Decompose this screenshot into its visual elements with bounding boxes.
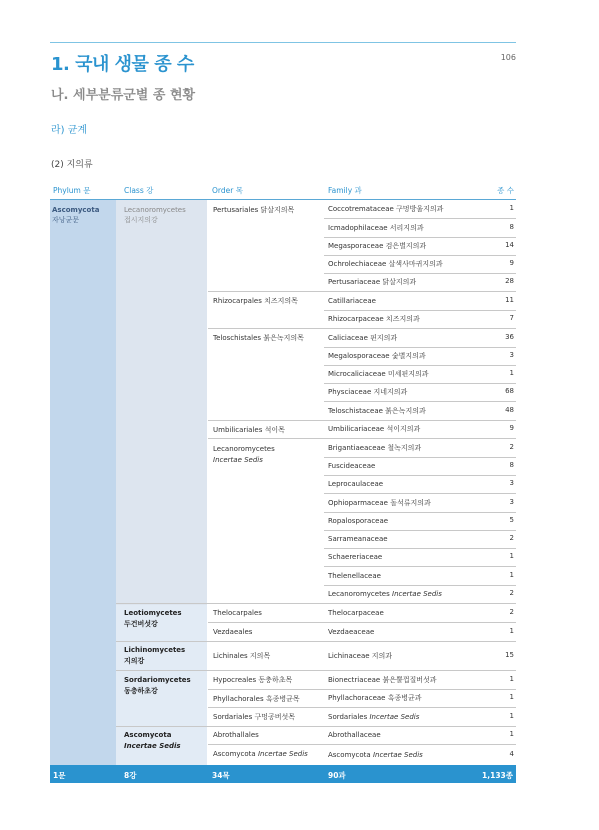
- species-count: 3: [509, 479, 514, 487]
- family-name-text: Thelocarpaceae: [328, 608, 384, 617]
- row-divider: [324, 401, 516, 402]
- species-count: 1: [509, 674, 514, 683]
- family-name: [328, 651, 392, 661]
- phylum-korean: 자낭균문: [52, 216, 80, 224]
- row-divider: [324, 273, 516, 274]
- phylum-column: [50, 200, 116, 765]
- family-name: [328, 223, 424, 233]
- row-divider: [324, 365, 516, 366]
- row-divider: [324, 237, 516, 238]
- family-name-text: Catillariaceae: [328, 296, 376, 305]
- class-name: Ascomycota: [124, 731, 172, 739]
- row-divider: [116, 603, 516, 604]
- class-korean: 동충하초강: [124, 687, 158, 695]
- family-name-italic: Incertae Sedis: [372, 750, 423, 759]
- species-count: 2: [509, 534, 514, 542]
- header-phylum: Phylum 문: [53, 186, 91, 195]
- species-count: 68: [505, 387, 514, 395]
- family-name-text: Megasporaceae 검은별지의과: [328, 242, 427, 250]
- species-count: 15: [505, 650, 514, 659]
- family-name: [328, 675, 437, 685]
- row-divider: [324, 347, 516, 348]
- row-divider: [324, 548, 516, 549]
- species-count: 1: [509, 369, 514, 377]
- family-name-text: Pertusariaceae 닭살지의과: [328, 278, 417, 286]
- species-count: 9: [509, 259, 514, 267]
- species-count: 5: [509, 516, 514, 524]
- family-name-text: Fuscideaceae: [328, 462, 376, 470]
- family-name-text: Sordariales: [328, 712, 368, 721]
- row-divider: [324, 383, 516, 384]
- family-name: [328, 498, 431, 508]
- class-column-lecanoromycetes: [116, 200, 207, 605]
- family-name: [328, 479, 383, 489]
- family-name: [328, 750, 423, 760]
- family-name: [328, 516, 388, 526]
- row-divider: [324, 255, 516, 256]
- row-divider: [116, 726, 516, 727]
- table-header: [50, 179, 516, 199]
- species-count: 2: [509, 442, 514, 451]
- section-heading: 라) 균계: [51, 125, 88, 136]
- row-divider: [208, 438, 516, 439]
- row-divider: [324, 493, 516, 494]
- family-name-italic: Incertae Sedis: [392, 590, 442, 598]
- family-name-text: Sarrameanaceae: [328, 535, 388, 543]
- class-name: Lichinomycetes: [124, 646, 186, 654]
- total-family: 90과: [328, 771, 346, 780]
- total-class: 8강: [124, 771, 137, 780]
- total-count: 1,133종: [482, 771, 513, 780]
- family-name: [328, 204, 443, 214]
- species-count: 11: [505, 295, 514, 304]
- family-name-text: Ropalosporaceae: [328, 517, 389, 525]
- family-name: [328, 627, 374, 637]
- family-name: [328, 608, 384, 618]
- family-name-text: Teloschistaceae 붉은녹지의과: [328, 406, 426, 415]
- class-korean: 두건버섯강: [124, 620, 158, 628]
- total-phylum: 1문: [53, 771, 66, 780]
- species-count: 1: [509, 204, 514, 212]
- order-label: Abrothallales: [213, 731, 259, 739]
- family-name-text: Bionectriaceae 붉은뿔껍질버섯과: [328, 675, 437, 684]
- family-name-text: Schaereriaceae: [328, 553, 383, 561]
- species-count: 1: [509, 693, 514, 701]
- row-divider: [116, 670, 516, 671]
- order-label: Thelocarpales: [213, 609, 262, 617]
- phylum-name: Ascomycota: [52, 206, 100, 214]
- family-name-text: Ophioparmaceae 돌석류지의과: [328, 498, 431, 507]
- order-label: Rhizocarpales 치즈지의목: [213, 297, 298, 305]
- family-name-text: Megalosporaceae 숯별지의과: [328, 352, 426, 360]
- species-count: 3: [509, 497, 514, 506]
- species-count: 1: [509, 552, 514, 560]
- family-name-text: Physciaceae 지네지의과: [328, 388, 408, 396]
- family-name: [328, 534, 388, 544]
- family-name-text: Microcaliciaceae 미세핀지의과: [328, 370, 429, 378]
- species-count: 2: [509, 589, 514, 597]
- order-label: Lichinales 지의목: [213, 652, 271, 660]
- family-name-text: Leprocaulaceae: [328, 480, 384, 488]
- header-family: Family 과: [328, 186, 362, 195]
- family-name-text: Icmadophilaceae 서리지의과: [328, 223, 424, 232]
- row-divider: [324, 457, 516, 458]
- order-label: Pertusariales 닭살지의목: [213, 206, 295, 214]
- row-divider: [324, 475, 516, 476]
- order-label: Umbilicariales 석이목: [213, 426, 285, 434]
- header-count: 종 수: [497, 186, 514, 195]
- subsection-heading: (2) 지의류: [51, 160, 93, 170]
- family-name: [328, 712, 419, 722]
- species-count: 48: [505, 405, 514, 414]
- total-order: 34목: [212, 771, 230, 780]
- row-divider: [324, 512, 516, 513]
- family-name: [328, 387, 407, 397]
- species-count: 1: [509, 570, 514, 579]
- species-count: 2: [509, 607, 514, 616]
- family-name: [328, 730, 381, 740]
- class-name: Leotiomycetes: [124, 609, 182, 617]
- species-count: 1: [509, 711, 514, 720]
- order-label-italic: Incertae Sedis: [213, 456, 263, 464]
- order-label: Sordariales 구멍공버섯목: [213, 713, 296, 721]
- family-name: [328, 552, 382, 562]
- species-count: 8: [509, 461, 514, 469]
- order-label: Teloschistales 붉은녹지의목: [213, 334, 304, 342]
- header-order: Order 목: [212, 186, 243, 195]
- row-divider: [208, 689, 516, 690]
- order-label-text: Ascomycota: [213, 750, 256, 758]
- row-divider: [324, 218, 516, 219]
- family-name-italic: Incertae Sedis: [369, 712, 420, 721]
- class-name: Lecanoromycetes: [124, 206, 186, 214]
- order-label: Phyllachorales 흑종병균목: [213, 695, 300, 703]
- family-name: [328, 461, 375, 471]
- page-number: 106: [500, 53, 516, 62]
- family-name: [328, 241, 426, 251]
- class-name: Sordariomycetes: [124, 676, 191, 684]
- order-label: [213, 749, 308, 759]
- family-name-text: Umbilicariaceae 석이지의과: [328, 425, 421, 433]
- family-name: [328, 333, 397, 343]
- row-divider: [208, 707, 516, 708]
- family-name-text: Abrothallaceae: [328, 731, 381, 739]
- species-count: 36: [505, 332, 514, 341]
- family-name-text: Rhizocarpaceae 치즈지의과: [328, 315, 420, 323]
- row-divider: [116, 641, 516, 642]
- row-divider: [208, 744, 516, 745]
- row-divider: [208, 328, 516, 329]
- family-name-text: Brigantiaeaceae 철녹지의과: [328, 443, 422, 452]
- family-name-text: Vezdaeaceae: [328, 627, 375, 636]
- row-divider: [324, 530, 516, 531]
- row-divider: [208, 291, 516, 292]
- family-name-text: Thelenellaceae: [328, 571, 381, 580]
- family-name: [328, 424, 420, 434]
- row-divider: [324, 566, 516, 567]
- order-label: Hypocreales 동충하초목: [213, 676, 293, 684]
- row-divider: [208, 420, 516, 421]
- species-count: 1: [509, 730, 514, 738]
- family-name: [328, 443, 421, 453]
- family-name: [328, 369, 429, 379]
- species-count: 9: [509, 424, 514, 432]
- class-korean: 지의강: [124, 657, 145, 665]
- species-count: 14: [505, 241, 514, 249]
- header-class: Class 강: [124, 186, 154, 195]
- totals-row: [50, 765, 516, 783]
- family-name: [328, 406, 426, 416]
- species-count: 3: [509, 351, 514, 359]
- family-name-text: Ascomycota: [328, 750, 371, 759]
- family-name: [328, 351, 426, 361]
- row-divider: [324, 310, 516, 311]
- family-name-text: Ochrolechiaceae 살색사마귀지의과: [328, 260, 443, 268]
- page-title: 1. 국내 생물 종 수: [51, 54, 194, 75]
- class-korean: 접시지의강: [124, 216, 158, 224]
- family-name: [328, 589, 442, 599]
- family-name: [328, 296, 376, 306]
- family-name-text: Lichinaceae 지의과: [328, 651, 393, 660]
- species-count: 8: [509, 222, 514, 231]
- family-name-text: Caliciaceae 핀지의과: [328, 333, 398, 342]
- family-name: [328, 259, 443, 269]
- order-label: Lecanoromycetes: [213, 445, 275, 453]
- class-korean: Incertae Sedis: [124, 742, 181, 750]
- family-name-text: Coccotremataceae 구멍방울지의과: [328, 205, 444, 213]
- row-divider: [208, 622, 516, 623]
- species-count: 4: [509, 749, 514, 758]
- top-rule: [50, 42, 516, 43]
- family-name-text: Lecanoromycetes: [328, 590, 390, 598]
- row-divider: [324, 585, 516, 586]
- family-name-text: Phyllachoraceae 흑종병균과: [328, 694, 422, 702]
- species-count: 7: [509, 314, 514, 322]
- order-label-italic: Incertae Sedis: [257, 750, 308, 758]
- family-name: [328, 314, 420, 324]
- species-count: 28: [505, 277, 514, 285]
- family-name: [328, 693, 422, 703]
- page-subtitle: 나. 세부분류군별 종 현황: [51, 88, 196, 103]
- family-name: [328, 571, 381, 581]
- species-count: 1: [509, 626, 514, 635]
- order-label: Vezdaeales: [213, 628, 253, 636]
- family-name: [328, 277, 416, 287]
